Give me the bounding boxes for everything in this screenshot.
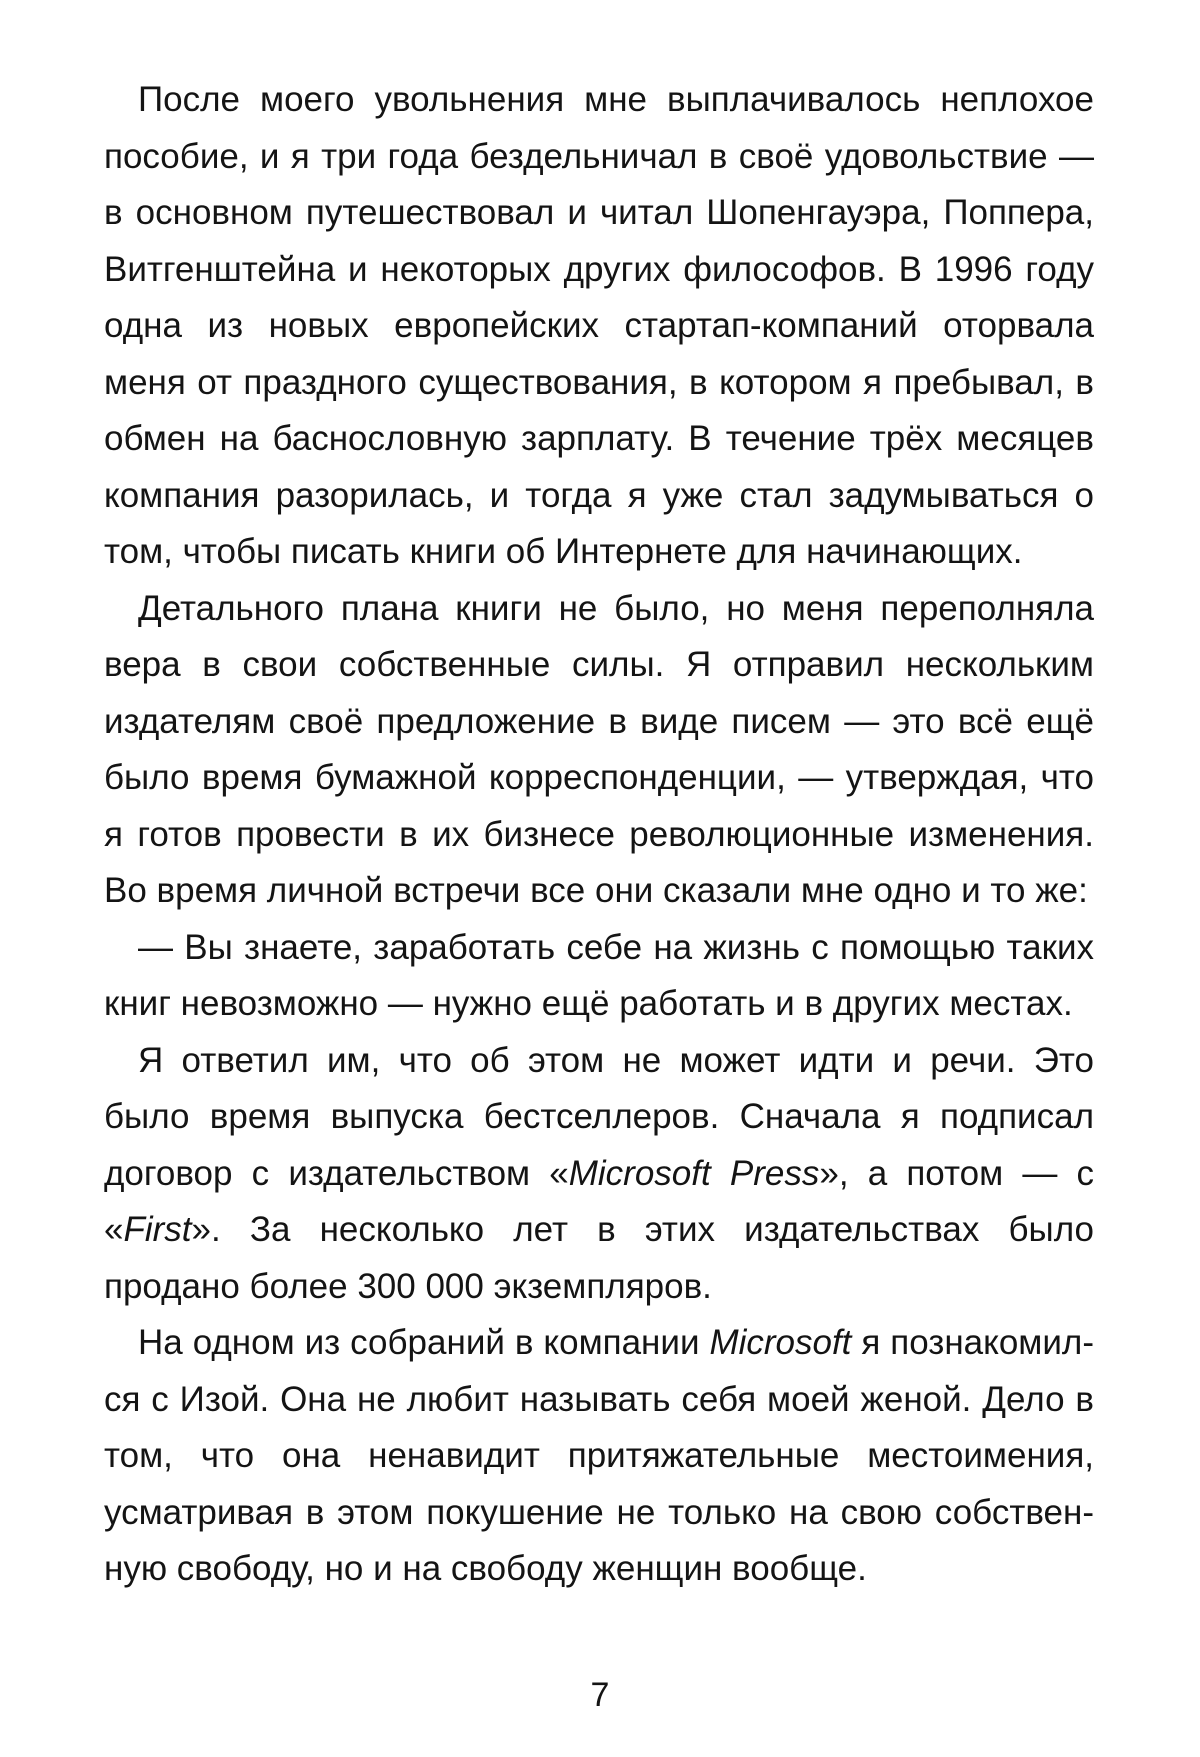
paragraph-1: [104, 72, 1094, 581]
paragraph-4-text-c: ». За несколько лет в этих издательствах было продано более 300 000 экземпляров.: [104, 1210, 1094, 1306]
paragraph-4-text-a: Я ответил им, что об этом не может идти и речи. Это было время выпуска бестселлеров. Сначала я подписал договор с издательством «: [104, 1040, 1094, 1193]
paragraph-5-text-a: На одном из собраний в компании: [138, 1323, 710, 1362]
paragraph-2: [104, 581, 1094, 920]
publisher-microsoft-press: Microsoft Press: [568, 1153, 820, 1193]
paragraph-4-text-b: », а потом — с «: [104, 1153, 1094, 1249]
publisher-first: First: [123, 1210, 192, 1249]
body-text: [104, 72, 1094, 1598]
company-microsoft: Microsoft: [709, 1323, 852, 1362]
paragraph-5-text-b: я познакомился с Изой. Она не любит называть себя моей женой. Дело в том, что она ненавидит притяжательные местоимения, усматривая в этом покушение не только на свою собственную свободу, но и на свободу женщин вообще.: [104, 1323, 1094, 1588]
paragraph-5: [104, 1315, 1094, 1598]
paragraph-3-dialogue: [104, 920, 1094, 1033]
page-number: 7: [590, 1676, 610, 1714]
paragraph-3-text: — Вы знаете, заработать себе на жизнь с помощью таких книг невозможно — нужно ещё работать и в других местах.: [104, 927, 1094, 1023]
paragraph-1-text: После моего увольнения мне выплачивалось неплохое пособие, и я три года бездельничал в своё удовольствие — в основном путешествовал и читал Шопенгауэра, Поппера, Витгенштейна и некоторых других философов. В 1996 году одна из новых европейских стартап-компаний оторвала меня от праздного существования, в котором я пребывал, в обмен на баснословную зарплату. В течение трёх месяцев компания разорилась, и тогда я уже стал задумываться о том, чтобы писать книги об Интернете для начинающих.: [104, 80, 1094, 571]
paragraph-4: [104, 1033, 1094, 1316]
paragraph-2-text: Детального плана книги не было, но меня переполняла вера в свои собственные силы. Я отправил нескольким издателям своё предложение в виде писем — это всё ещё было время бумажной корреспонденции, — утверждая, что я готов провести в их бизнесе революционные изменения. Во время личной встречи все они сказали мне одно и то же:: [104, 588, 1094, 910]
